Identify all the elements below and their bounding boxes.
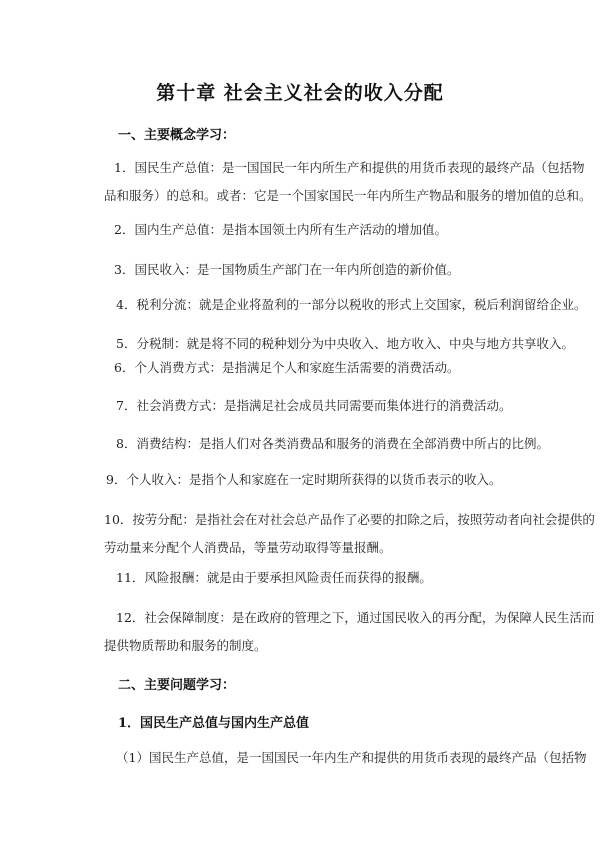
concept-item-10 xyxy=(104,506,595,562)
concept-item-4 xyxy=(104,291,587,319)
concept-line: 4．税利分流：就是企业将盈利的一部分以税收的形式上交国家，税后利润留给企业。 xyxy=(116,297,587,312)
concept-line: 8．消费结构：是指人们对各类消费品和服务的消费在全部消费中所占的比例。 xyxy=(116,436,549,451)
concept-item-6 xyxy=(104,354,504,382)
concept-item-12 xyxy=(104,604,595,660)
concept-line: 3．国民收入：是一国物质生产部门在一年内所创造的新价值。 xyxy=(114,262,460,277)
concept-line: 7．社会消费方式：是指满足社会成员共同需要而集体进行的消费活动。 xyxy=(116,398,512,413)
concept-item-11 xyxy=(104,564,504,592)
section-heading-concepts: 一、主要概念学习： xyxy=(118,128,236,143)
concept-line: 1．国民生产总值：是一国国民一年内所生产和提供的用货币表现的最终产品（包括物 xyxy=(114,160,585,175)
concept-line: 提供物质帮助和服务的制度。 xyxy=(104,638,267,653)
concept-line: 11．风险报酬：就是由于要承担风险责任而获得的报酬。 xyxy=(116,570,432,585)
concept-line: 劳动量来分配个人消费品，等量劳动取得等量报酬。 xyxy=(104,540,392,555)
chapter-title: 第十章 社会主义社会的收入分配 xyxy=(156,82,444,104)
concept-line: 2．国内生产总值：是指本国领土内所有生产活动的增加值。 xyxy=(114,222,447,237)
concept-line: 品和服务）的总和。或者：它是一个国家国民一年内所生产物品和服务的增加值的总和。 xyxy=(104,188,592,203)
concept-line: 6．个人消费方式：是指满足个人和家庭生活需要的消费活动。 xyxy=(114,360,460,375)
concept-line: 12．社会保障制度：是在政府的管理之下，通过国民收入的再分配，为保障人民生活而 xyxy=(116,610,595,625)
concept-line: 10．按劳分配：是指社会在对社会总产品作了必要的扣除之后，按照劳动者向社会提供的 xyxy=(104,512,595,527)
paragraph-line: （1）国民生产总值，是一国国民一年内生产和提供的用货币表现的最终产品（包括物 xyxy=(116,750,587,765)
concept-line: 9．个人收入：是指个人和家庭在一定时期所获得的以货币表示的收入。 xyxy=(106,472,502,487)
concept-item-8 xyxy=(104,430,549,458)
concept-line: 5．分税制：就是将不同的税种划分为中央收入、地方收入、中央与地方共享收入。 xyxy=(116,336,574,351)
subheading-gnp-gdp: 1．国民生产总值与国内生产总值 xyxy=(118,716,310,731)
concept-item-2 xyxy=(104,216,504,244)
concept-item-7 xyxy=(104,392,512,420)
question-paragraph xyxy=(104,744,587,772)
concept-item-3 xyxy=(104,256,504,284)
section-heading-questions: 二、主要问题学习： xyxy=(118,678,236,693)
concept-item-9 xyxy=(104,466,504,494)
concept-item-1 xyxy=(104,154,592,210)
